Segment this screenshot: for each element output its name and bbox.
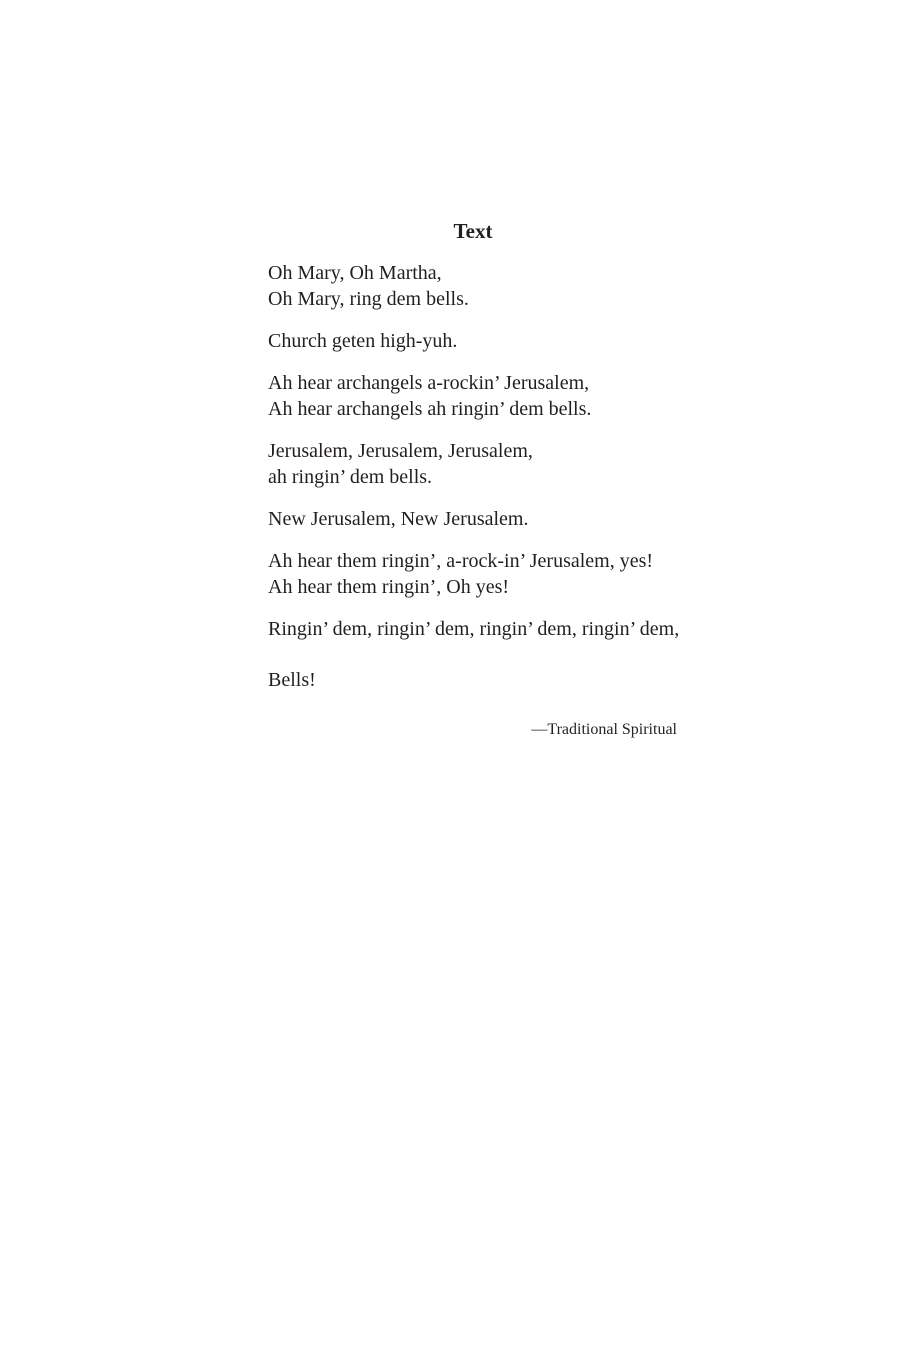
stanza-6 <box>268 548 708 600</box>
lyric-line: New Jerusalem, New Jerusalem. <box>268 508 529 530</box>
stanza-1 <box>268 260 708 312</box>
lyric-line: Ah hear archangels a-rockin’ Jerusalem, <box>268 372 590 394</box>
stanza-4 <box>268 438 708 490</box>
lyric-line: Ringin’ dem, ringin’ dem, ringin’ dem, ringin’ dem, <box>268 618 680 640</box>
stanza-2 <box>268 328 708 354</box>
page-title: Text <box>453 219 493 243</box>
lyric-line: Ah hear them ringin’, Oh yes! <box>268 576 510 598</box>
lyric-line: Jerusalem, Jerusalem, Jerusalem, <box>268 440 533 462</box>
lyric-line: Ah hear them ringin’, a-rock-in’ Jerusalem, yes! <box>268 550 654 572</box>
lyric-line: ah ringin’ dem bells. <box>268 466 433 488</box>
lyric-line: Ah hear archangels ah ringin’ dem bells. <box>268 398 592 420</box>
attribution: —Traditional Spiritual <box>531 721 677 738</box>
stanza-5 <box>268 506 708 532</box>
lyric-line: Oh Mary, Oh Martha, <box>268 262 442 284</box>
stanza-8 <box>268 667 708 693</box>
lyric-line: Bells! <box>268 669 316 691</box>
lyrics-body <box>268 260 708 709</box>
stanza-3 <box>268 370 708 422</box>
lyric-line: Oh Mary, ring dem bells. <box>268 288 469 310</box>
stanza-7 <box>268 616 708 642</box>
lyric-line: Church geten high-yuh. <box>268 330 458 352</box>
